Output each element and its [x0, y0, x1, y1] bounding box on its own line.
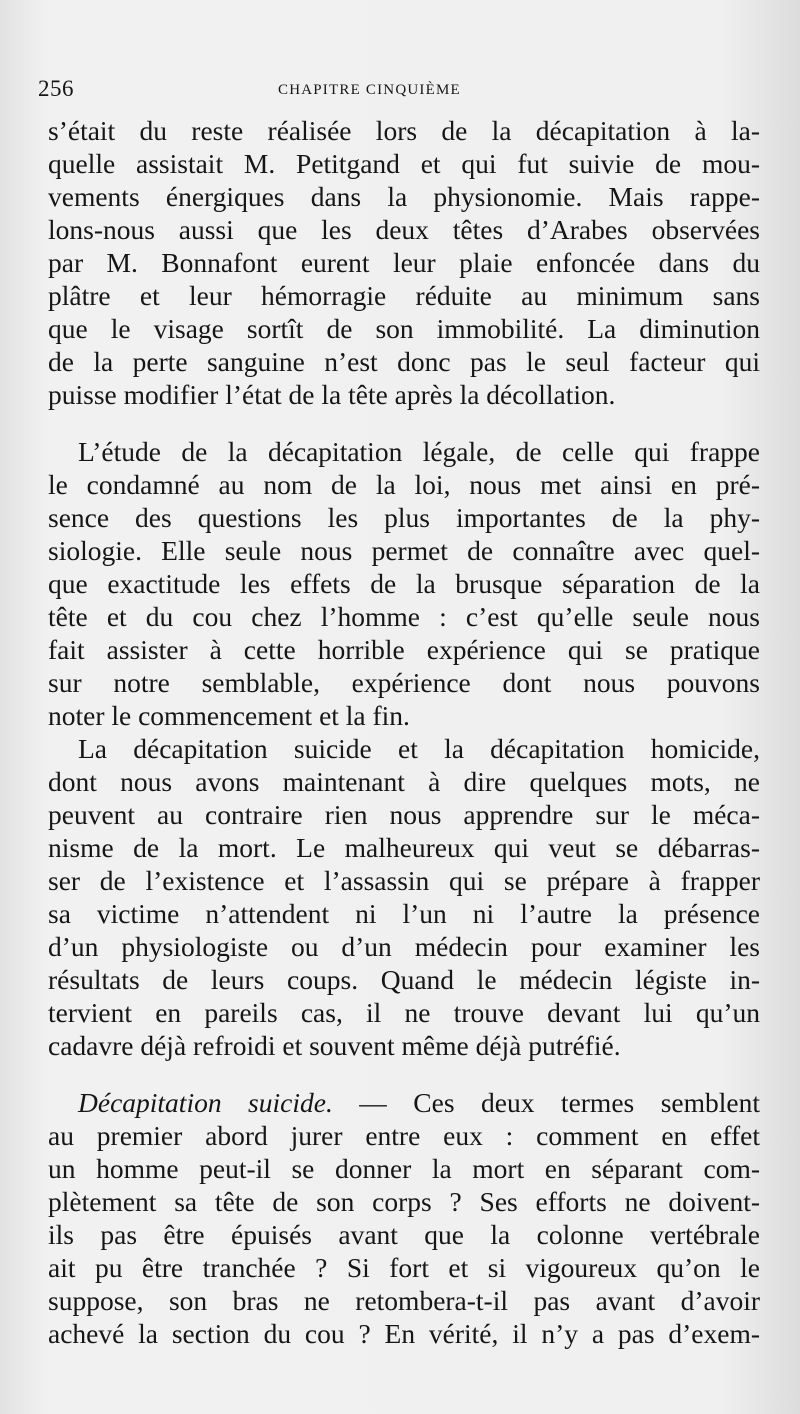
paragraph-legal-decapitation	[48, 435, 760, 732]
text-line	[48, 1086, 760, 1119]
heading-line-rest: — Ces deux termes semblent	[332, 1087, 760, 1118]
paragraph-continuation	[48, 114, 760, 411]
paragraph-gap	[48, 411, 760, 435]
text-line: cadavre déjà refroidi et souvent même déjà putréfié.	[48, 1030, 621, 1061]
text-line: sur notre semblable, expérience dont nous pouvons	[48, 667, 760, 698]
running-head: CHAPITRE CINQUIÈME	[278, 82, 461, 98]
text-line: que exactitude les effets de la brusque séparation de la	[48, 568, 760, 599]
page-number: 256	[38, 76, 74, 101]
text-line: un homme peut-il se donner la mort en séparant com-	[48, 1153, 760, 1184]
text-line: achevé la section du cou ? En vérité, il n’y a pas d’exem-	[48, 1318, 760, 1349]
text-line: ser de l’existence et l’assassin qui se prépare à frapper	[48, 865, 760, 896]
paragraph-gap	[48, 1062, 760, 1086]
text-line: par M. Bonnafont eurent leur plaie enfoncée dans du	[48, 247, 760, 278]
text-line: noter le commencement et la fin.	[48, 700, 410, 731]
text-line: fait assister à cette horrible expérience qui se pratique	[48, 634, 760, 665]
text-line: ils pas être épuisés avant que la colonne vertébrale	[48, 1219, 760, 1250]
text-line: sence des questions les plus importantes de la phy-	[48, 502, 760, 533]
page-header	[38, 76, 768, 106]
text-line: de la perte sanguine n’est donc pas le seul facteur qui	[48, 346, 760, 377]
text-line: dont nous avons maintenant à dire quelques mots, ne	[48, 766, 760, 797]
text-line: siologie. Elle seule nous permet de connaître avec quel-	[48, 535, 760, 566]
text-line: au premier abord jurer entre eux : comment en effet	[48, 1120, 760, 1151]
text-line: sa victime n’attendent ni l’un ni l’autre la présence	[48, 898, 760, 929]
text-line: plètement sa tête de son corps ? Ses efforts ne doivent-	[48, 1186, 760, 1217]
text-line: que le visage sortît de son immobilité. La diminution	[48, 313, 760, 344]
section-heading: Décapitation suicide.	[78, 1087, 333, 1118]
text-line: ait pu être tranchée ? Si fort et si vigoureux qu’on le	[48, 1252, 760, 1283]
text-line: d’un physiologiste ou d’un médecin pour examiner les	[48, 931, 760, 962]
text-line: plâtre et leur hémorragie réduite au minimum sans	[48, 280, 760, 311]
text-line: L’étude de la décapitation légale, de celle qui frappe	[78, 436, 760, 467]
text-line: peuvent au contraire rien nous apprendre sur le méca-	[48, 799, 760, 830]
text-line: lons-nous aussi que les deux têtes d’Arabes observées	[48, 214, 760, 245]
text-line: nisme de la mort. Le malheureux qui veut se débarras-	[48, 832, 760, 863]
text-line: le condamné au nom de la loi, nous met ainsi en pré-	[48, 469, 760, 500]
text-line: tervient en pareils cas, il ne trouve devant lui qu’un	[48, 997, 760, 1028]
text-line: résultats de leurs coups. Quand le médecin légiste in-	[48, 964, 760, 995]
text-line: quelle assistait M. Petitgand et qui fut suivie de mou-	[48, 148, 760, 179]
text-line: La décapitation suicide et la décapitation homicide,	[78, 733, 760, 764]
text-line: puisse modifier l’état de la tête après la décollation.	[48, 379, 616, 410]
text-line: s’était du reste réalisée lors de la décapitation à la-	[48, 115, 760, 146]
body-text	[48, 114, 760, 1350]
text-line: vements énergiques dans la physionomie. Mais rappe-	[48, 181, 760, 212]
paragraph-suicide-homicide	[48, 732, 760, 1062]
text-line: tête et du cou chez l’homme : c’est qu’elle seule nous	[48, 601, 760, 632]
paragraph-suicide-decapitation	[48, 1086, 760, 1350]
text-line: suppose, son bras ne retombera-t-il pas avant d’avoir	[48, 1285, 760, 1316]
